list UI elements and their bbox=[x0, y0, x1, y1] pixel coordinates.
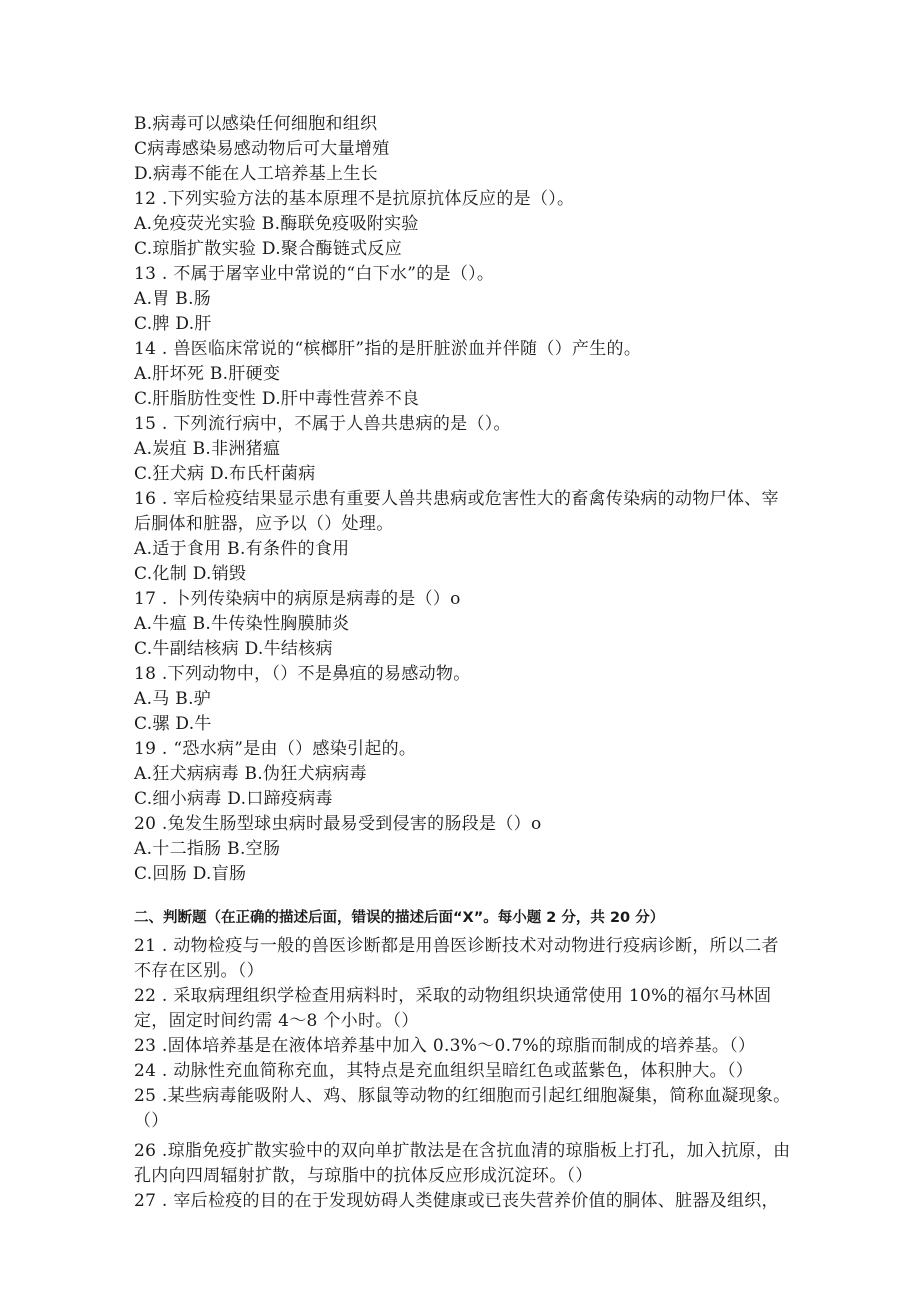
question-16: 16 . 宰后检疫结果显示患有重要人兽共患病或危害性大的畜禽传染病的动物尸体、宰 bbox=[134, 489, 779, 509]
exam-content bbox=[134, 112, 844, 1214]
question-22-cont: 定，固定时间约需 4～8 个小时。（） bbox=[134, 1011, 419, 1031]
option-line: C病毒感染易感动物后可大量增殖 bbox=[134, 139, 390, 159]
option-line: A.免疫荧光实验 B.酶联免疫吸附实验 bbox=[134, 214, 419, 234]
question-18: 18 .下列动物中，（）不是鼻疽的易感动物。 bbox=[134, 664, 471, 684]
question-14: 14 . 兽医临床常说的“槟榔肝”指的是肝脏淤血并伴随（）产生的。 bbox=[134, 339, 642, 359]
question-21-cont: 不存在区别。（） bbox=[134, 961, 264, 981]
question-23: 23 .固体培养基是在液体培养基中加入 0.3%～0.7%的琼脂而制成的培养基。（） bbox=[134, 1036, 756, 1056]
option-line: C.细小病毒 D.口蹄疫病毒 bbox=[134, 789, 333, 809]
question-22: 22 . 采取病理组织学检查用病料时，采取的动物组织块通常使用 10%的福尔马林固 bbox=[134, 986, 772, 1006]
option-line: C.骡 D.牛 bbox=[134, 714, 212, 734]
question-17: 17 . 卜列传染病中的病原是病毒的是（）o bbox=[134, 589, 461, 609]
option-line: A.马 B.驴 bbox=[134, 689, 212, 709]
option-line: C.肝脂肪性变性 D.肝中毒性营养不良 bbox=[134, 389, 420, 409]
question-27: 27 . 宰后检疫的目的在于发现妨碍人类健康或已丧失营养价值的胴体、脏器及组织， bbox=[134, 1191, 779, 1211]
option-line: C.脾 D.肝 bbox=[134, 314, 212, 334]
question-21: 21 . 动物检疫与一般的兽医诊断都是用兽医诊断技术对动物进行疫病诊断，所以二者 bbox=[134, 936, 779, 956]
question-25: 25 .某些病毒能吸附人、鸡、豚鼠等动物的红细胞而引起红细胞凝集，简称血凝现象。 bbox=[134, 1086, 791, 1106]
question-16-cont: 后胴体和脏器，应予以（）处理。 bbox=[134, 514, 394, 534]
option-line: D.病毒不能在人工培养基上生长 bbox=[134, 164, 378, 184]
question-25-cont: （） bbox=[134, 1111, 169, 1131]
option-line: A.狂犬病病毒 B.伪狂犬病病毒 bbox=[134, 764, 367, 784]
option-line: A.炭疽 B.非洲猪瘟 bbox=[134, 439, 281, 459]
question-12: 12 .下列实验方法的基本原理不是抗原抗体反应的是（）。 bbox=[134, 189, 575, 209]
option-line: A.十二指肠 B.空肠 bbox=[134, 839, 281, 859]
option-line: C.琼脂扩散实验 D.聚合酶链式反应 bbox=[134, 239, 403, 259]
question-15: 15 . 下列流行病中，不属于人兽共患病的是（）。 bbox=[134, 414, 511, 434]
question-19: 19 . “恐水病”是由（）感染引起的。 bbox=[134, 739, 417, 759]
option-line: A.牛瘟 B.牛传染性胸膜肺炎 bbox=[134, 614, 350, 634]
option-line: A.适于食用 B.有条件的食用 bbox=[134, 539, 350, 559]
option-line: C.牛副结核病 D.牛结核病 bbox=[134, 639, 333, 659]
section-heading-true-false: 二、判断题（在正确的描述后面，错误的描述后面“X”。每小题 2 分，共 20 分） bbox=[134, 910, 665, 926]
question-24: 24 . 动脉性充血简称充血，其特点是充血组织呈暗红色或蓝紫色，体积肿大。（） bbox=[134, 1061, 754, 1081]
option-line: A.肝坏死 B.肝硬变 bbox=[134, 364, 281, 384]
option-line: B.病毒可以感染任何细胞和组织 bbox=[134, 114, 378, 134]
question-26: 26 .琼脂免疫扩散实验中的双向单扩散法是在含抗血清的琼脂板上打孔，加入抗原，由 bbox=[134, 1141, 791, 1161]
question-13: 13 . 不属于屠宰业中常说的“白下水”的是（）。 bbox=[134, 264, 495, 284]
question-26-cont: 孔内向四周辐射扩散，与琼脂中的抗体反应形成沉淀环。（） bbox=[134, 1166, 593, 1186]
option-line: C.化制 D.销毁 bbox=[134, 564, 247, 584]
question-20: 20 .兔发生肠型球虫病时最易受到侵害的肠段是（）o bbox=[134, 814, 542, 834]
option-line: C.回肠 D.盲肠 bbox=[134, 864, 247, 884]
option-line: A.胃 B.肠 bbox=[134, 289, 212, 309]
option-line: C.狂犬病 D.布氏杆菌病 bbox=[134, 464, 316, 484]
